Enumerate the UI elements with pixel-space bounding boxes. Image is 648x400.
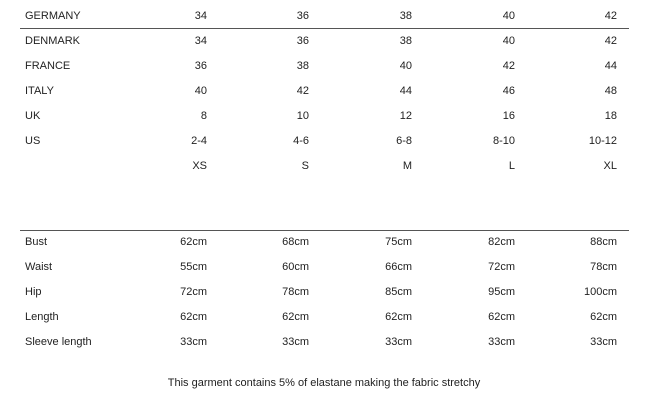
size-conversion-table bbox=[0, 4, 648, 179]
size-value: 2-4 bbox=[191, 135, 207, 147]
size-value: 42 bbox=[502, 60, 515, 72]
table-row-us bbox=[0, 129, 648, 154]
size-label: L bbox=[508, 160, 515, 172]
size-value: 4-6 bbox=[293, 135, 309, 147]
size-value: 36 bbox=[296, 10, 309, 22]
table-row-sleeve-length bbox=[0, 330, 648, 355]
row-label: Waist bbox=[25, 261, 53, 273]
size-label: M bbox=[402, 160, 412, 172]
measurement-value: 60cm bbox=[282, 261, 309, 273]
measurement-value: 62cm bbox=[590, 311, 617, 323]
row-label: FRANCE bbox=[25, 60, 71, 72]
row-label: DENMARK bbox=[25, 35, 81, 47]
row-label: Length bbox=[25, 311, 59, 323]
measurement-value: 66cm bbox=[385, 261, 412, 273]
measurement-value: 62cm bbox=[180, 236, 207, 248]
measurement-value: 78cm bbox=[282, 286, 309, 298]
measurement-value: 78cm bbox=[590, 261, 617, 273]
measurement-value: 55cm bbox=[180, 261, 207, 273]
table-row-denmark bbox=[0, 29, 648, 54]
size-value: 8-10 bbox=[492, 135, 515, 147]
table-row-size-labels bbox=[0, 154, 648, 179]
row-label: Hip bbox=[25, 286, 42, 298]
size-value: 40 bbox=[194, 85, 207, 97]
measurement-value: 62cm bbox=[488, 311, 515, 323]
measurement-value: 72cm bbox=[488, 261, 515, 273]
measurement-value: 33cm bbox=[385, 336, 412, 348]
row-label: ITALY bbox=[25, 85, 54, 97]
row-label: UK bbox=[25, 110, 41, 122]
measurement-value: 68cm bbox=[282, 236, 309, 248]
measurement-value: 95cm bbox=[488, 286, 515, 298]
measurement-value: 33cm bbox=[488, 336, 515, 348]
measurement-value: 62cm bbox=[385, 311, 412, 323]
row-label: Sleeve length bbox=[25, 336, 92, 348]
size-value: 10 bbox=[296, 110, 309, 122]
table-row-uk bbox=[0, 104, 648, 129]
size-value: 6-8 bbox=[396, 135, 412, 147]
size-value: 42 bbox=[296, 85, 309, 97]
size-label: XS bbox=[192, 160, 207, 172]
size-value: 44 bbox=[604, 60, 617, 72]
fabric-note: This garment contains 5% of elastane making the fabric stretchy bbox=[167, 377, 481, 389]
measurement-value: 88cm bbox=[590, 236, 617, 248]
size-value: 40 bbox=[502, 10, 515, 22]
size-value: 34 bbox=[194, 10, 207, 22]
size-value: 18 bbox=[604, 110, 617, 122]
size-value: 40 bbox=[502, 35, 515, 47]
row-label: GERMANY bbox=[25, 10, 81, 22]
size-label: XL bbox=[603, 160, 617, 172]
measurement-value: 75cm bbox=[385, 236, 412, 248]
size-value: 40 bbox=[399, 60, 412, 72]
size-value: 38 bbox=[296, 60, 309, 72]
table-row-length bbox=[0, 305, 648, 330]
table-row-italy bbox=[0, 79, 648, 104]
measurement-value: 82cm bbox=[488, 236, 515, 248]
table-row-bust bbox=[0, 230, 648, 255]
measurement-table bbox=[0, 230, 648, 355]
table-row-france bbox=[0, 54, 648, 79]
table-row-germany bbox=[0, 4, 648, 29]
size-value: 38 bbox=[399, 10, 412, 22]
measurement-value: 85cm bbox=[385, 286, 412, 298]
measurement-value: 33cm bbox=[180, 336, 207, 348]
size-value: 44 bbox=[399, 85, 412, 97]
size-value: 42 bbox=[604, 10, 617, 22]
row-label: US bbox=[25, 135, 41, 147]
table-row-hip bbox=[0, 280, 648, 305]
size-value: 46 bbox=[502, 85, 515, 97]
measurement-value: 62cm bbox=[180, 311, 207, 323]
size-value: 8 bbox=[200, 110, 207, 122]
row-label: Bust bbox=[25, 236, 48, 248]
measurement-value: 72cm bbox=[180, 286, 207, 298]
size-label: S bbox=[301, 160, 309, 172]
size-value: 36 bbox=[296, 35, 309, 47]
size-value: 12 bbox=[399, 110, 412, 122]
size-value: 16 bbox=[502, 110, 515, 122]
size-value: 10-12 bbox=[588, 135, 617, 147]
size-value: 38 bbox=[399, 35, 412, 47]
measurement-value: 33cm bbox=[590, 336, 617, 348]
measurement-value: 33cm bbox=[282, 336, 309, 348]
size-value: 42 bbox=[604, 35, 617, 47]
measurement-value: 100cm bbox=[583, 286, 617, 298]
table-row-waist bbox=[0, 255, 648, 280]
measurement-value: 62cm bbox=[282, 311, 309, 323]
size-value: 48 bbox=[604, 85, 617, 97]
size-value: 36 bbox=[194, 60, 207, 72]
size-value: 34 bbox=[194, 35, 207, 47]
